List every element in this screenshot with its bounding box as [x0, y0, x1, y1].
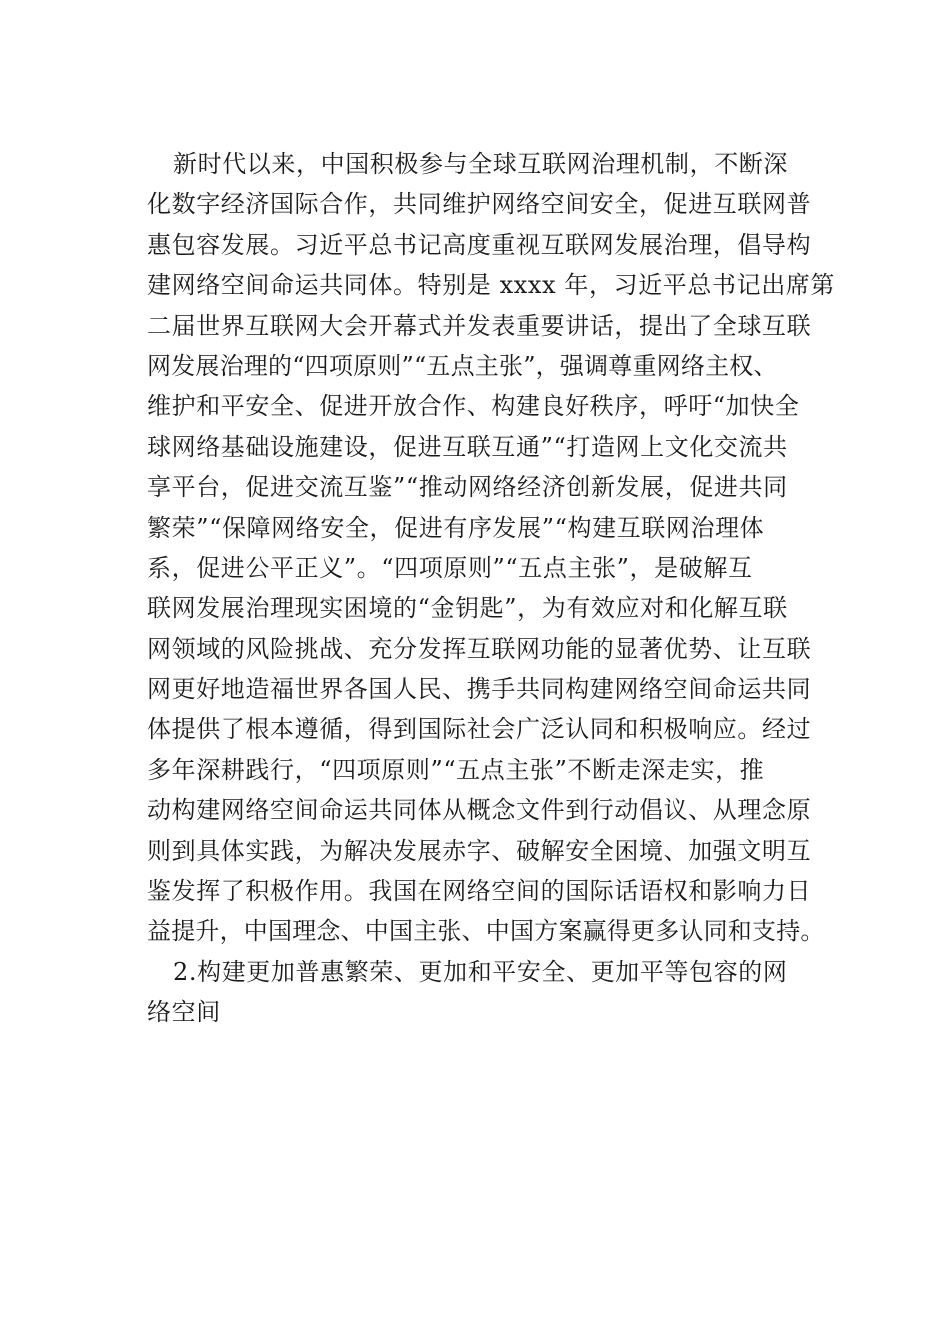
paragraph-line: 动构建网络空间命运共同体从概念文件到行动倡议、从理念原 [147, 796, 812, 825]
paragraph-line: 新时代以来，中国积极参与全球互联网治理机制，不断深 [173, 150, 788, 178]
paragraph-line: 网发展治理的“四项原则”“五点主张”，强调尊重网络主权、 [147, 351, 778, 380]
paragraph-line: 网更好地造福世界各国人民、携手共同构建网络空间命运共同 [147, 675, 812, 704]
paragraph-intro [147, 144, 847, 952]
paragraph-line: 二届世界互联网大会开幕式并发表重要讲话，提出了全球互联 [147, 311, 812, 340]
section-heading [147, 952, 847, 1033]
paragraph-line: 维护和平安全、促进开放合作、构建良好秩序，呼吁“加快全 [147, 392, 800, 421]
paragraph-line: 联网发展治理现实困境的“金钥匙”，为有效应对和化解互联 [147, 594, 788, 623]
heading-line: 2.构建更加普惠繁荣、更加和平安全、更加平等包容的网 [173, 957, 788, 986]
paragraph-line: 网领域的风险挑战、充分发挥互联网功能的显著优势、让互联 [147, 634, 812, 663]
paragraph-line: 球网络基础设施建设，促进互联互通”“打造网上文化交流共 [147, 432, 788, 461]
paragraph-line: 鉴发挥了积极作用。我国在网络空间的国际话语权和影响力日 [147, 877, 812, 906]
paragraph-line: 建网络空间命运共同体。特别是 xxxx 年，习近平总书记出席第 [147, 271, 835, 300]
paragraph-line: 享平台，促进交流互鉴”“推动网络经济创新发展，促进共同 [147, 473, 788, 502]
paragraph-line: 惠包容发展。习近平总书记高度重视互联网发展治理，倡导构 [147, 230, 812, 259]
paragraph-line: 系，促进公平正义”。“四项原则”“五点主张”，是破解互 [147, 553, 753, 582]
paragraph-line: 繁荣”“保障网络安全，促进有序发展”“构建互联网治理体 [147, 513, 765, 542]
paragraph-line: 则到具体实践，为解决发展赤字、破解安全困境、加强文明互 [147, 836, 812, 865]
paragraph-line: 化数字经济国际合作，共同维护网络空间安全，促进互联网普 [147, 190, 812, 219]
document-body [147, 144, 847, 1033]
paragraph-line: 多年深耕践行，“四项原则”“五点主张”不断走深走实，推 [147, 755, 765, 784]
paragraph-line: 体提供了根本遵循，得到国际社会广泛认同和积极响应。经过 [147, 715, 812, 744]
heading-line: 络空间 [147, 998, 221, 1027]
paragraph-line: 益提升，中国理念、中国主张、中国方案赢得更多认同和支持。 [147, 917, 825, 946]
